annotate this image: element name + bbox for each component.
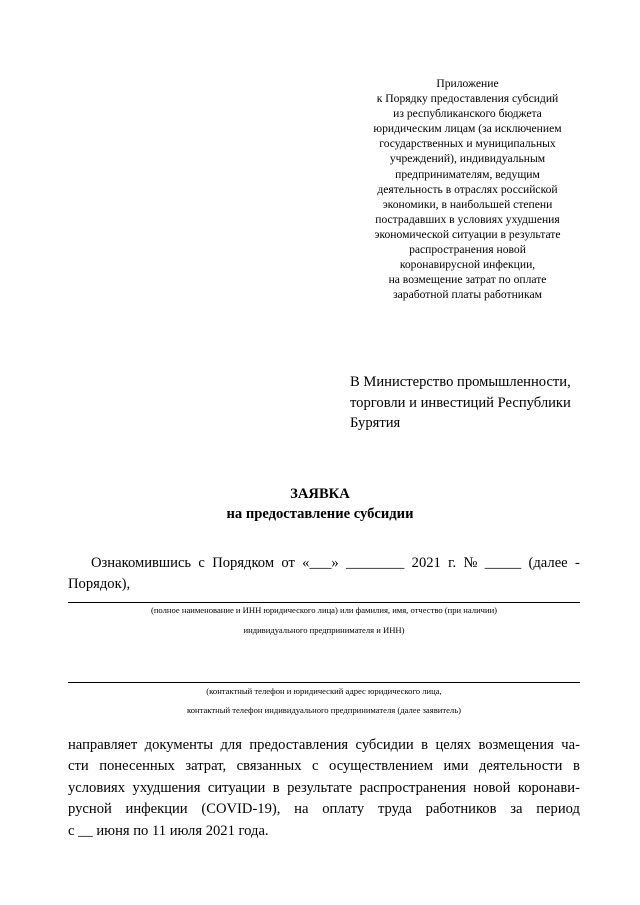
intro-word: (далее bbox=[528, 555, 568, 571]
body-word: условиях bbox=[68, 779, 126, 796]
body-word: ими bbox=[443, 758, 469, 775]
contact-caption: (контактный телефон и юридический адрес юридического лица, bbox=[206, 686, 442, 696]
annex-line: учреждений), индивидуальным bbox=[389, 152, 546, 166]
annex-line: распространения новой bbox=[409, 243, 526, 257]
intro-word: Ознакомившись bbox=[91, 555, 192, 571]
body-word: в bbox=[573, 758, 580, 775]
annex-line: экономической ситуации в результате bbox=[374, 227, 561, 241]
body-word: в bbox=[421, 737, 429, 753]
applicant-name-line bbox=[68, 602, 580, 603]
body-word: инфекции bbox=[125, 801, 188, 818]
addressee-block bbox=[350, 372, 610, 434]
addressee-line: торговли и инвестиций Республики bbox=[350, 394, 571, 411]
body-word: сти bbox=[68, 758, 89, 775]
addressee-line: Бурятия bbox=[350, 415, 401, 431]
contact-line bbox=[68, 682, 580, 683]
body-word: ча- bbox=[561, 737, 580, 753]
intro-word: - bbox=[574, 555, 580, 571]
body-word: (COVID-19), bbox=[201, 801, 281, 818]
body-word: ситуации bbox=[207, 779, 266, 796]
annex-line: Приложение bbox=[436, 77, 499, 90]
body-line bbox=[68, 735, 580, 756]
intro-word: с bbox=[198, 555, 205, 571]
addressee-line: В Министерство промышленности, bbox=[350, 374, 571, 390]
annex-line: из республиканского бюджета bbox=[393, 107, 542, 121]
body-line bbox=[68, 799, 580, 820]
body-line: с __ июня по 11 июля 2021 года. bbox=[68, 822, 269, 839]
body-word: связанных bbox=[236, 758, 302, 775]
intro-word: ________ bbox=[345, 555, 405, 571]
annex-line: юридическим лицам (за исключением bbox=[373, 122, 562, 136]
body-word: документы bbox=[144, 737, 214, 753]
body-word: период bbox=[536, 801, 580, 818]
contact-caption: контактный телефон индивидуального предпринимателя (далее заявитель) bbox=[186, 705, 461, 715]
body-word: за bbox=[510, 801, 523, 818]
intro-line: Порядок), bbox=[68, 575, 131, 592]
applicant-caption: (полное наименование и ИНН юридического лица) или фамилия, имя, отчество (при наличии) bbox=[150, 605, 498, 615]
body-word: с bbox=[312, 758, 319, 775]
annex-line: к Порядку предоставления субсидий bbox=[376, 92, 559, 106]
intro-word: 2021 bbox=[411, 555, 441, 571]
applicant-caption: индивидуального предпринимателя и ИНН) bbox=[243, 625, 405, 635]
annex-line: деятельность в отраслях российской bbox=[377, 182, 558, 196]
body-word: субсидии bbox=[355, 737, 414, 753]
body-word: в bbox=[272, 779, 280, 796]
intro-paragraph bbox=[68, 553, 580, 594]
body-word: оплату bbox=[322, 801, 365, 818]
annex-line: заработной платы работникам bbox=[393, 288, 542, 302]
body-word: новой bbox=[473, 779, 511, 796]
body-word: русной bbox=[68, 801, 112, 818]
intro-word: г. bbox=[448, 555, 457, 571]
body-word: деятельности bbox=[478, 758, 563, 775]
body-word: понесенных bbox=[99, 758, 175, 775]
annex-line: коронавирусной инфекции, bbox=[399, 258, 536, 272]
intro-word: «___» bbox=[302, 555, 339, 571]
body-word: возмещения bbox=[478, 737, 554, 753]
body-word: труда bbox=[377, 801, 412, 818]
intro-word: от bbox=[281, 555, 295, 571]
intro-line bbox=[68, 553, 580, 574]
annex-header bbox=[345, 76, 590, 302]
annex-line: государственных и муниципальных bbox=[379, 137, 556, 151]
intro-word: № bbox=[463, 555, 478, 571]
body-word: распространения bbox=[359, 779, 466, 796]
annex-line: экономики, в наибольшей степени bbox=[382, 197, 553, 211]
intro-word: Порядком bbox=[212, 555, 275, 571]
request-paragraph bbox=[68, 735, 580, 842]
annex-line: предпринимателям, ведущим bbox=[395, 167, 540, 181]
annex-line: пострадавших в условиях ухудшения bbox=[375, 212, 560, 226]
title-heading: ЗАЯВКА bbox=[290, 486, 350, 502]
intro-word: _____ bbox=[484, 555, 522, 571]
body-word: ухудшения bbox=[132, 779, 201, 796]
body-word: предоставления bbox=[249, 737, 349, 753]
body-word: целях bbox=[435, 737, 472, 753]
body-line bbox=[68, 778, 580, 799]
body-word: осуществлением bbox=[329, 758, 434, 775]
body-word: направляет bbox=[68, 737, 138, 753]
body-word: для bbox=[220, 737, 242, 753]
body-word: работников bbox=[425, 801, 497, 818]
body-word: результате bbox=[287, 779, 353, 796]
annex-line: на возмещение затрат по оплате bbox=[388, 273, 547, 287]
body-word: на bbox=[294, 801, 309, 818]
body-word: коронави- bbox=[517, 779, 580, 796]
document-title bbox=[0, 484, 640, 524]
title-subheading: на предоставление субсидии bbox=[226, 506, 414, 522]
body-line bbox=[68, 756, 580, 777]
body-word: затрат, bbox=[185, 758, 227, 775]
